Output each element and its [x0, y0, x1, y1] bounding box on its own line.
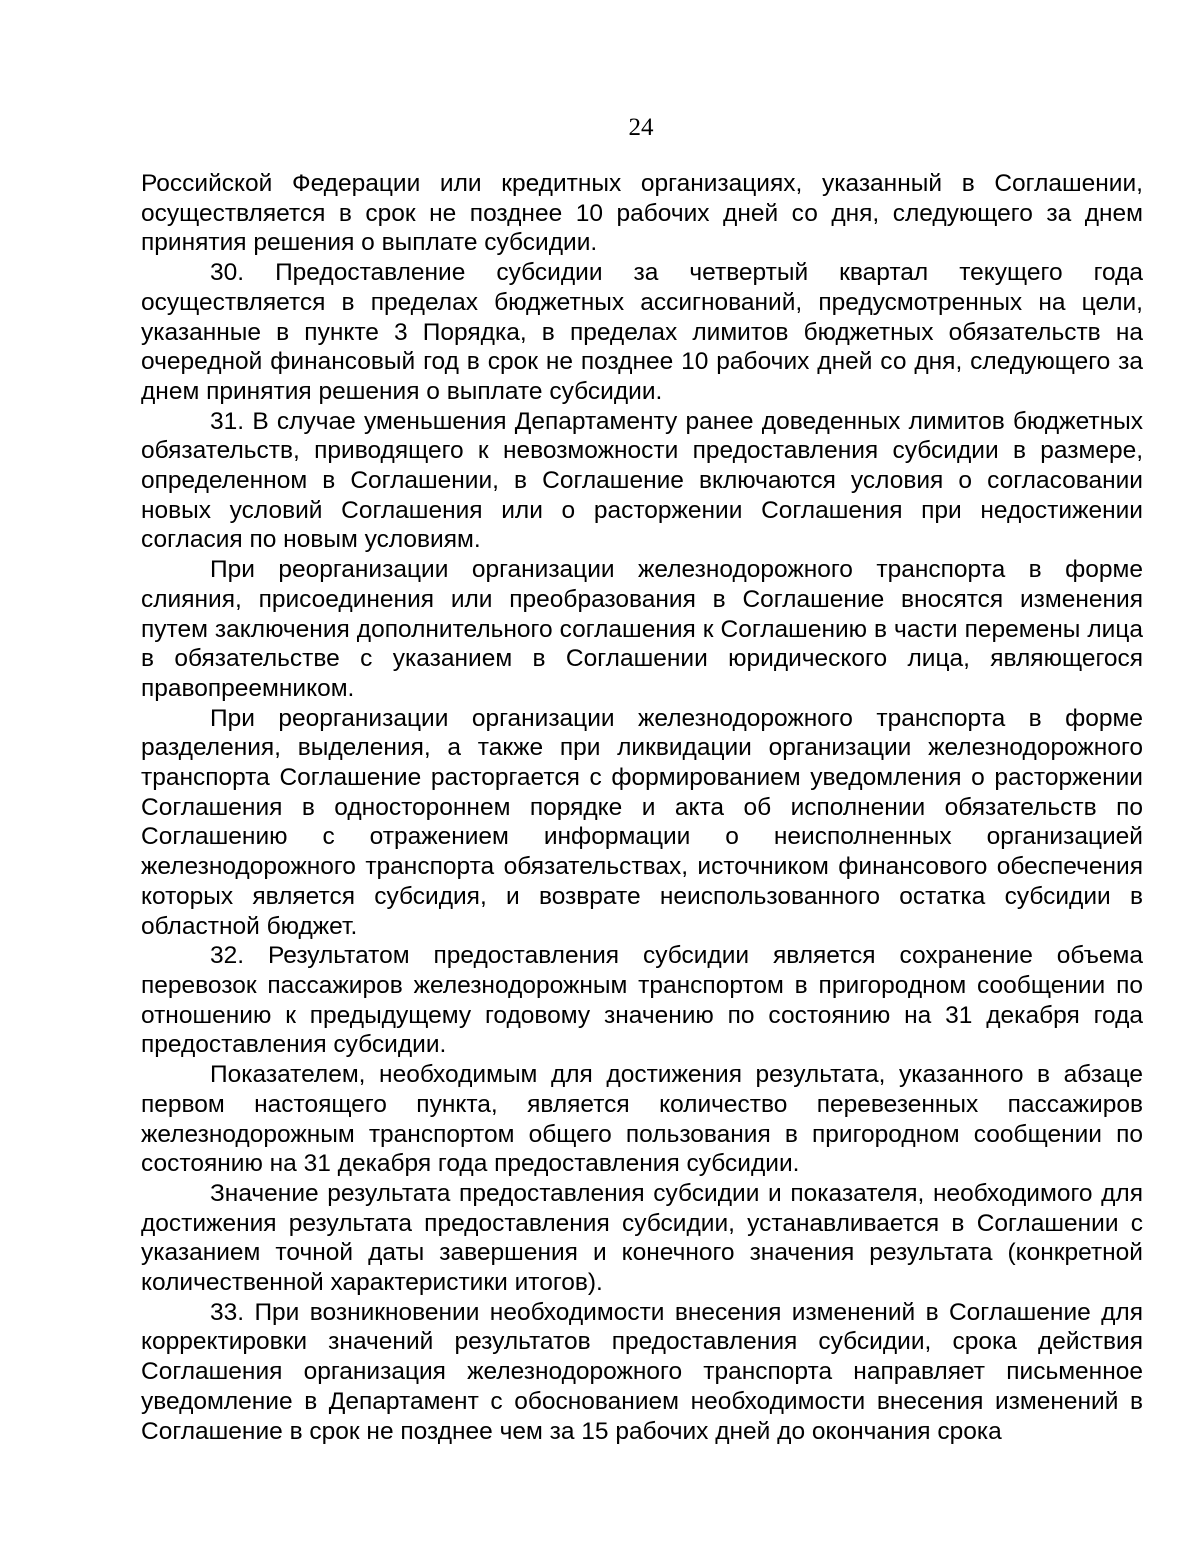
paragraph-indicator: Показателем, необходимым для достижения результата, указанного в абзаце первом настоящего пункта, является количество перевезенных пассажиров железнодорожным транспортом общего пользования в пригородном сообщении по состоянию на 31 декабря года предоставления субсидии. — [141, 1061, 1143, 1178]
paragraph-result-value: Значение результата предоставления субсидии и показателя, необходимого для достижения результата предоставления субсидии, устанавливается в Соглашении с указанием точной даты завершения и конечного значения результата (конкретной количественной характеристики итогов). — [141, 1179, 1143, 1297]
paragraph-item-32: 32. Результатом предоставления субсидии является сохранение объема перевозок пассажиров железнодорожным транспортом в пригородном сообщении по отношению к предыдущему годовому значению по состоянию на 31 декабря года предоставления субсидии. — [141, 942, 1143, 1059]
paragraph-item-30: 30. Предоставление субсидии за четвертый квартал текущего года осуществляется в пределах бюджетных ассигнований, предусмотренных на цели, указанные в пункте 3 Порядка, в пределах лимитов бюджетных обязательств на очередной финансовый год в срок не позднее 10 рабочих дней со дня, следующего за днем принятия решения о выплате субсидии. — [141, 259, 1143, 405]
page-number: 24 — [628, 114, 654, 141]
paragraph-item-31: 31. В случае уменьшения Департаменту ранее доведенных лимитов бюджетных обязательств, приводящего к невозможности предоставления субсидии в размере, определенном в Соглашении, в Соглашение включаются условия о согласовании новых условий Соглашения или о расторжении Соглашения при недостижении согласия по новым условиям. — [141, 407, 1143, 554]
document-body — [141, 169, 1143, 1446]
paragraph-item-33: 33. При возникновении необходимости внесения изменений в Соглашение для корректировки значений результатов предоставления субсидии, срока действия Соглашения организация железнодорожного транспорта направляет письменное уведомление в Департамент с обоснованием необходимости внесения изменений в Соглашение в срок не позднее чем за 15 рабочих дней до окончания срока — [141, 1298, 1143, 1445]
paragraph-continued: Российской Федерации или кредитных организациях, указанный в Соглашении, осуществляется в срок не позднее 10 рабочих дней со дня, следующего за днем принятия решения о выплате субсидии. — [141, 170, 1143, 257]
paragraph-reorganization-division: При реорганизации организации железнодорожного транспорта в форме разделения, выделения, а также при ликвидации организации железнодорожного транспорта Соглашение расторгается с формированием уведомления о расторжении Соглашения в одностороннем порядке и акта об исполнении обязательств по Соглашению с отражением информации о неисполненных организацией железнодорожного транспорта обязательствах, источником финансового обеспечения которых является субсидия, и возврате неиспользованного остатка субсидии в областной бюджет. — [141, 704, 1143, 940]
paragraph-reorganization-merger: При реорганизации организации железнодорожного транспорта в форме слияния, присоединения или преобразования в Соглашение вносятся изменения путем заключения дополнительного соглашения к Соглашению в части перемены лица в обязательстве с указанием в Соглашении юридического лица, являющегося правопреемником. — [141, 556, 1143, 702]
